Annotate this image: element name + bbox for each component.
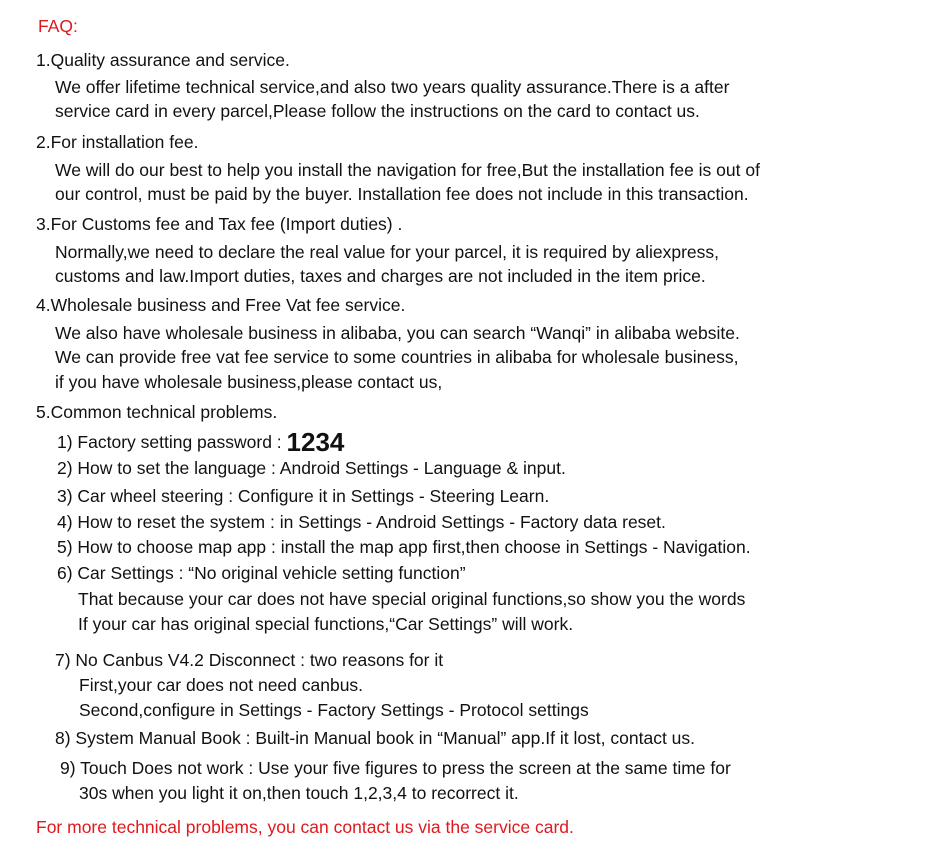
- section-4-line: We can provide free vat fee service to some countries in alibaba for wholesale business,: [55, 347, 739, 367]
- problem-9-line: 30s when you light it on,then touch 1,2,3,4 to recorrect it.: [79, 783, 519, 803]
- problem-6-line: If your car has original special functions,“Car Settings” will work.: [78, 614, 574, 634]
- problem-7-line: Second,configure in Settings - Factory Settings - Protocol settings: [79, 700, 589, 720]
- problem-1-text: 1) Factory setting password :: [57, 432, 287, 452]
- section-3-line: customs and law.Import duties, taxes and charges are not included in the item price.: [55, 266, 706, 286]
- problem-8: 8) System Manual Book : Built-in Manual book in “Manual” app.If it lost, contact us.: [55, 728, 696, 748]
- section-4-line: We also have wholesale business in alibaba, you can search “Wanqi” in alibaba website.: [55, 323, 740, 343]
- problem-6: 6) Car Settings : “No original vehicle setting function”: [57, 563, 466, 583]
- section-4-heading: 4.Wholesale business and Free Vat fee service.: [36, 295, 406, 315]
- problem-4: 4) How to reset the system : in Settings - Android Settings - Factory data reset.: [57, 512, 666, 532]
- faq-title: FAQ:: [38, 16, 78, 36]
- problem-7-line: First,your car does not need canbus.: [79, 675, 364, 695]
- section-1-line: We offer lifetime technical service,and also two years quality assurance.There is a after: [55, 77, 730, 97]
- section-1-heading: 1.Quality assurance and service.: [36, 50, 290, 70]
- footer-note: For more technical problems, you can contact us via the service card.: [36, 817, 574, 837]
- problem-3: 3) Car wheel steering : Configure it in Settings - Steering Learn.: [57, 486, 550, 506]
- problem-9: 9) Touch Does not work : Use your five figures to press the screen at the same time for: [60, 758, 731, 778]
- problem-1: [57, 429, 344, 455]
- section-3-heading: 3.For Customs fee and Tax fee (Import duties) .: [36, 214, 403, 234]
- problem-2: 2) How to set the language : Android Settings - Language & input.: [57, 458, 566, 478]
- factory-password: 1234: [286, 427, 345, 457]
- section-2-line: We will do our best to help you install the navigation for free,But the installation fee is out of: [55, 160, 760, 180]
- section-2-line: our control, must be paid by the buyer. Installation fee does not include in this transaction.: [55, 184, 749, 204]
- problem-5: 5) How to choose map app : install the map app first,then choose in Settings - Navigation.: [57, 537, 751, 557]
- section-5-heading: 5.Common technical problems.: [36, 402, 278, 422]
- section-1-line: service card in every parcel,Please follow the instructions on the card to contact us.: [55, 101, 700, 121]
- section-4-line: if you have wholesale business,please contact us,: [55, 372, 443, 392]
- section-2-heading: 2.For installation fee.: [36, 132, 199, 152]
- section-3-line: Normally,we need to declare the real value for your parcel, it is required by aliexpress,: [55, 242, 720, 262]
- problem-7: 7) No Canbus V4.2 Disconnect : two reasons for it: [55, 650, 444, 670]
- problem-6-line: That because your car does not have special original functions,so show you the words: [78, 589, 746, 609]
